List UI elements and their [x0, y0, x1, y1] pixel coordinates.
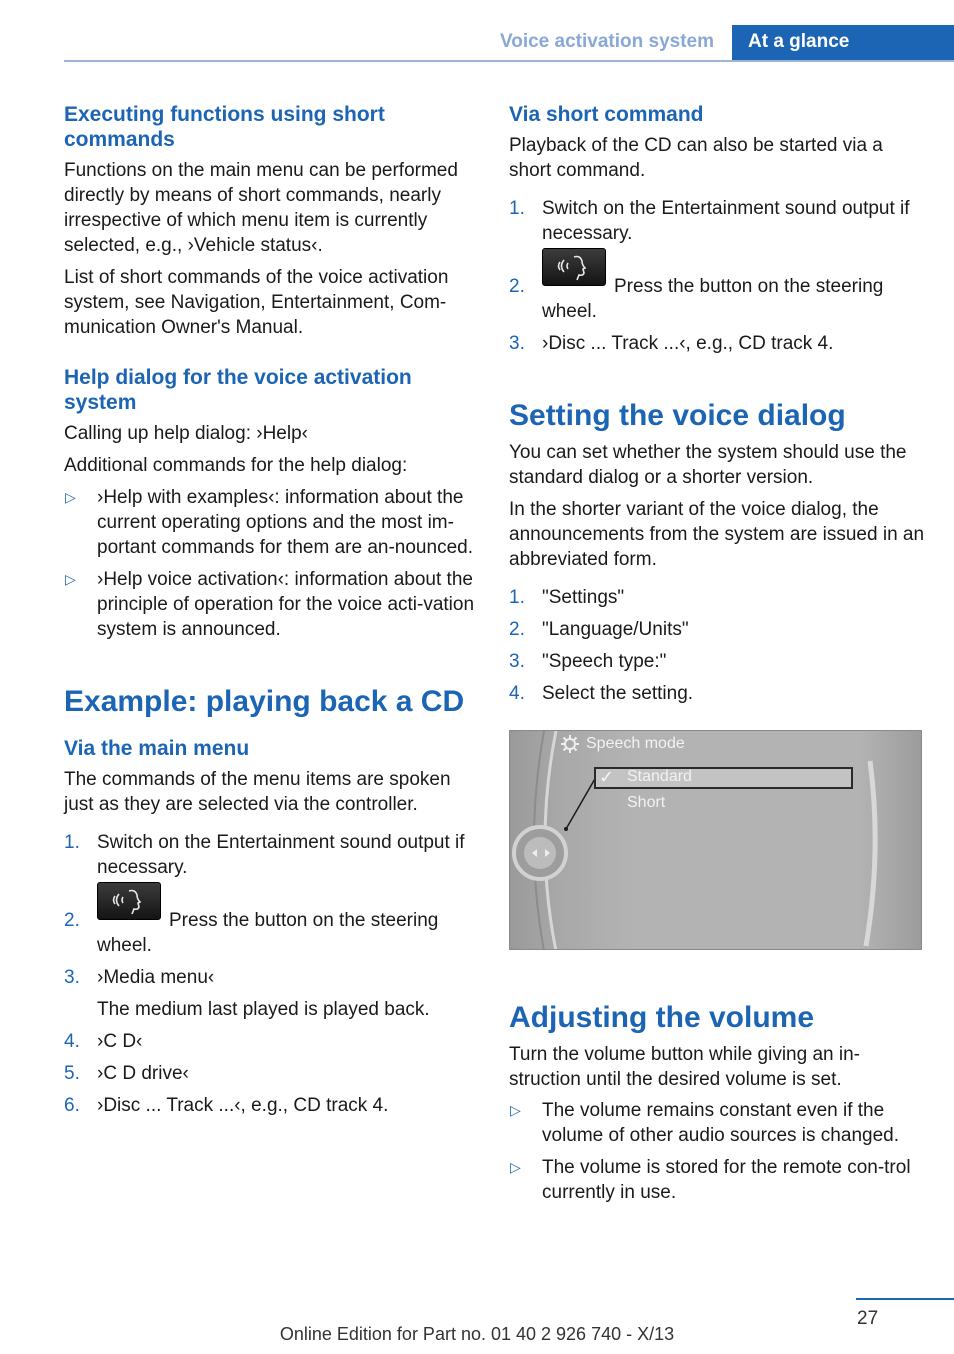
bullet-triangle-icon: ▷	[65, 489, 76, 505]
list-item: ▷ The volume remains constant even if the volume of other audio sources is changed.	[510, 1100, 899, 1146]
bullet-triangle-icon: ▷	[510, 1159, 521, 1175]
heading-short-command: Via short command	[509, 103, 704, 126]
idrive-screen-image	[509, 730, 922, 950]
volume-section	[509, 1000, 925, 1205]
help-bullet-list	[64, 485, 480, 642]
voice-dialog-steps	[509, 585, 925, 706]
heading-short-commands: Executing functions using short commands	[64, 103, 385, 151]
list-item: 2. Press the button on the steering wheel.	[64, 892, 480, 958]
list-item: ▷ ›Help voice activation‹: information about the principle of operation for the voice acti‐vation system is announced.	[65, 569, 475, 640]
para-main-menu: The commands of the menu items are spoken just as they are selected via the controller.	[64, 769, 451, 815]
heading-help-dialog: Help dialog for the voice activation system	[64, 366, 412, 414]
list-item: 5. ›C D drive‹	[64, 1063, 189, 1084]
page-number: 27	[857, 1308, 879, 1329]
volume-bullet-list	[509, 1098, 925, 1205]
right-column	[509, 100, 925, 706]
para-voice-2: In the shorter variant of the voice dialog, the announcements from the system are issued in an abbreviated form.	[509, 499, 925, 570]
screen-option-standard: Standard	[627, 768, 692, 785]
para-help-2: Additional commands for the help dialog:	[64, 455, 408, 476]
screen-option-short: Short	[627, 794, 666, 811]
running-header-section: Voice activation system	[499, 31, 714, 52]
list-item: 3. ›Media menu‹	[64, 967, 215, 988]
para-help-1: Calling up help dialog: ›Help‹	[64, 423, 308, 444]
heading-volume: Adjusting the volume	[509, 1001, 815, 1034]
page-number-rule	[856, 1298, 954, 1300]
check-icon: ✓	[599, 767, 615, 787]
list-item: 1. Switch on the Entertainment sound output if necessary.	[64, 832, 465, 878]
step3-note: The medium last played is played back.	[97, 999, 430, 1020]
list-item: 3. "Speech type:"	[509, 651, 667, 672]
screen-title: Speech mode	[586, 735, 685, 752]
para-voice-1: You can set whether the system should use the standard dialog or a shorter version.	[509, 442, 907, 488]
para-short-commands-1: Functions on the main menu can be performed directly by means of short commands, nearly irrespective of which menu item is currently selected, e.g., ›Vehicle status‹.	[64, 160, 458, 256]
bullet-triangle-icon: ▷	[65, 571, 76, 587]
list-item: 4. ›C D‹	[64, 1031, 143, 1052]
para-short-command: Playback of the CD can also be started via a short command.	[509, 135, 883, 181]
main-menu-steps	[64, 830, 480, 1118]
left-column	[64, 100, 480, 1118]
running-header-chapter: At a glance	[732, 25, 954, 61]
list-item: 2. "Language/Units"	[509, 619, 689, 640]
voice-button-icon	[97, 882, 161, 920]
list-item: 6. ›Disc ... Track ...‹, e.g., CD track 4.	[64, 1095, 389, 1116]
bullet-triangle-icon: ▷	[510, 1102, 521, 1118]
list-item: 2. Press the button on the steering wheel.	[509, 258, 925, 324]
para-short-commands-2: List of short commands of the voice activation system, see Navigation, Entertainment, Com‐munication Owner's Manual.	[64, 267, 449, 338]
list-item: 1. "Settings"	[509, 587, 625, 608]
heading-main-menu: Via the main menu	[64, 737, 250, 760]
list-item: 1. Switch on the Entertainment sound output if necessary.	[509, 198, 910, 244]
list-item: ▷ ›Help with examples‹: information about the current operating options and the most im‐portant commands for them are an‐nounced.	[65, 487, 473, 558]
voice-button-icon	[542, 248, 606, 286]
gear-icon	[560, 734, 580, 754]
footer-edition: Online Edition for Part no. 01 40 2 926 740 - X/13	[279, 1324, 675, 1344]
screen-frame-graphic	[510, 731, 922, 950]
list-item	[64, 997, 480, 1022]
short-command-steps	[509, 196, 925, 356]
list-item: ▷ The volume is stored for the remote con‐trol currently in use.	[510, 1157, 911, 1203]
para-volume: Turn the volume button while giving an in‐struction until the desired volume is set.	[509, 1044, 860, 1090]
list-item: 3. ›Disc ... Track ...‹, e.g., CD track 4.	[509, 333, 834, 354]
header-rule	[64, 60, 954, 62]
heading-voice-dialog: Setting the voice dialog	[509, 399, 846, 432]
heading-example-cd: Example: playing back a CD	[64, 685, 465, 718]
list-item: 4. Select the setting.	[509, 683, 694, 704]
